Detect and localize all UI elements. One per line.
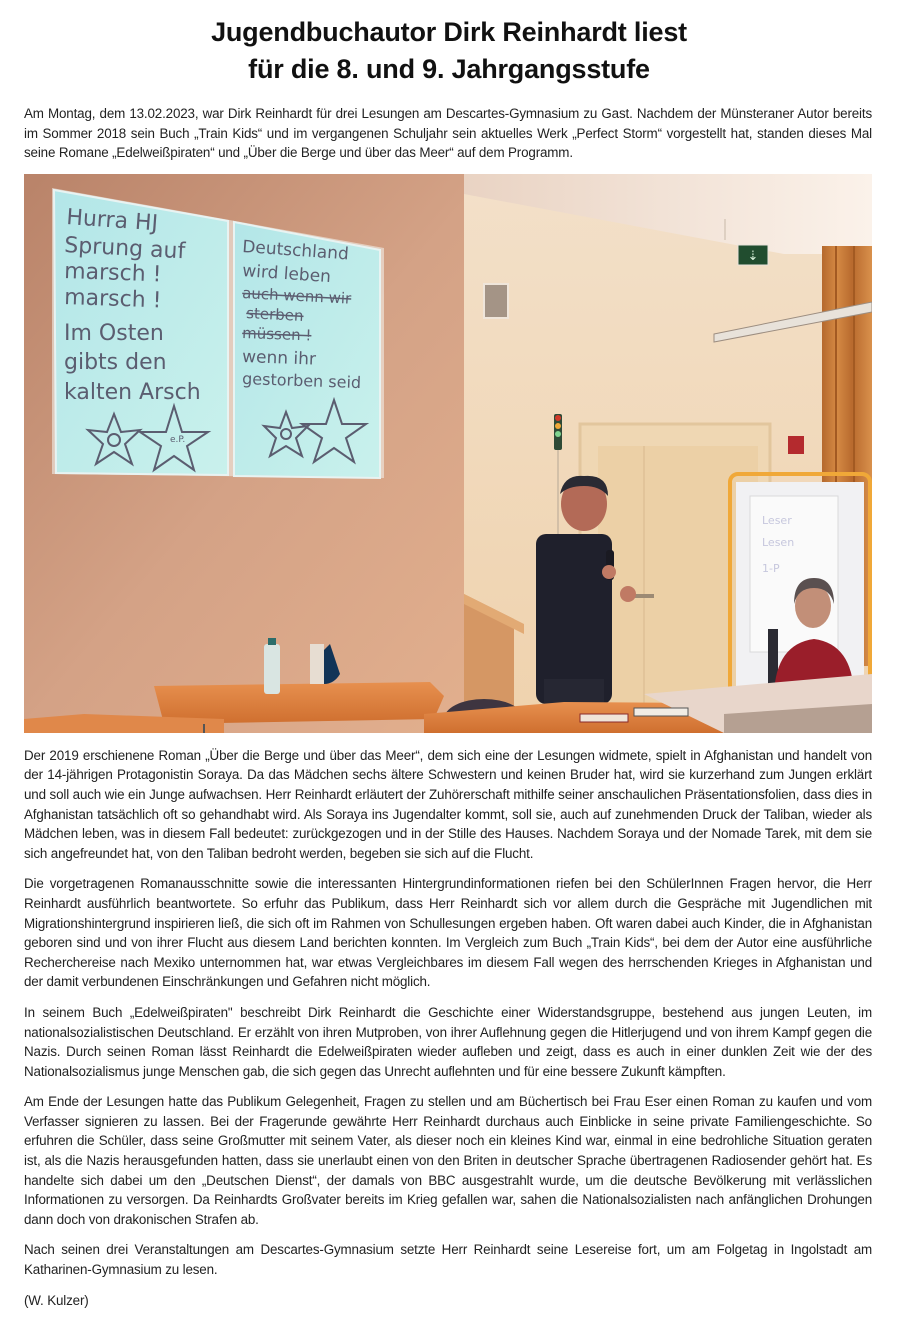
svg-text:1-P: 1-P: [762, 561, 780, 575]
book: [634, 708, 688, 716]
svg-text:wird leben: wird leben: [241, 260, 332, 287]
fire-extinguisher-sign: [788, 436, 804, 454]
svg-text:gestorben seid: gestorben seid: [241, 368, 362, 392]
author-signature: (W. Kulzer): [24, 1292, 89, 1308]
article-title: [0, 14, 898, 88]
body-paragraph: In seinem Buch „Edelweißpiraten" beschreibt Dirk Reinhardt die Geschichte einer Widerstandsgruppe, bestehend aus jungen Leuten, im nationalsozialistischen Deutschland. Er erzählt von ihren Mutproben, von ihrer Auflehnung gegen die Hitlerjugend und von ihrem Kampf gegen die Nazis. Durch seinen Roman lässt Reinhardt die Edelweißpiraten wieder aufleben und zeigt, dass es auch in einer dunklen Zeit wie der des Nationalsozialismus junge Menschen gab, die sich gegen das Unrecht auflehnten und für eine bessere Zukunft kämpften.: [24, 1004, 872, 1079]
article-title-line-1: Jugendbuchautor Dirk Reinhardt liest: [211, 17, 687, 47]
body-paragraph: Die vorgetragenen Romanausschnitte sowie die interessanten Hintergrundinformationen riefen bei den SchülerInnen Fragen hervor, die Herr Reinhardt ausführlich beantwortete. So erfuhr das Publikum, dass Herr Reinhardt sich vor allem durch die Gespräche mit Jugendlichen mit Migrationshintergrund inspirieren ließ, die sich oft im Rahmen von Schullesungen ergeben haben. Oft waren dabei auch Kinder, die in Afghanistan geboren sind und von ihrer Flucht aus diesem Land berichten konnten. Im Vergleich zum Buch „Train Kids“, bei dem der Autor eine ausführliche Recherchereise nach Mexiko unternommen hat, war etwas Vergleichbares im diesem Fall wegen des herrschenden Krieges in Afghanistan und der damit verbundenen Einschränkungen und Gefahren nicht möglich.: [24, 876, 872, 990]
svg-text:⇣: ⇣: [747, 248, 759, 264]
svg-text:Deutschland: Deutschland: [241, 236, 350, 265]
wall-vent: [484, 284, 508, 318]
svg-text:Lesen: Lesen: [762, 535, 795, 549]
body-paragraph: Nach seinen drei Veranstaltungen am Descartes-Gymnasium setzte Herr Reinhardt seine Lesereise fort, um am Folgetag in Ingolstadt am Katharinen-Gymnasium zu lesen.: [24, 1242, 872, 1278]
body-paragraph: Der 2019 erschienene Roman „Über die Berge und über das Meer“, dem sich eine der Lesungen widmete, spielt in Afghanistan und handelt von der 14-jährigen Protagonistin Soraya. Da das Mädchen sechs ältere Schwestern und keinen Bruder hat, wird sie kurzerhand zum Jungen erklärt und soll auch wie ein Junge aufwachsen. Herr Reinhardt erläutert der Zuhörerschaft mithilfe seiner anschaulichen Präsentationsfolien, dass dies in Afghanistan tatsächlich oft so gehandhabt wird. Als Soraya ins Jugendalter kommt, soll sie, auch auf zunehmenden Druck der Taliban, wieder als Mädchen leben, was in diesem Fall bedeutet: zurückgezogen und in der Stille des Hauses. Nachdem Soraya und der Nomade Tarek, mit dem sie sich angefreundet hat, von den Taliban bedroht werden, begeben sie sich auf die Flucht.: [24, 747, 872, 861]
article-body: [24, 104, 872, 1321]
svg-text:marsch !: marsch !: [63, 258, 162, 288]
table-left: [154, 682, 444, 724]
svg-text:gibts den: gibts den: [64, 349, 167, 375]
svg-text:Im Osten: Im Osten: [64, 320, 164, 346]
svg-text:auch wenn wir: auch wenn wir: [241, 283, 352, 308]
book: [580, 714, 628, 722]
svg-text:müssen !: müssen !: [241, 323, 312, 345]
svg-text:kalten Arsch: kalten Arsch: [64, 379, 201, 405]
svg-text:Hurra HJ: Hurra HJ: [65, 204, 159, 237]
svg-text:Sprung auf: Sprung auf: [63, 232, 186, 265]
intro-paragraph: Am Montag, dem 13.02.2023, war Dirk Reinhardt für drei Lesungen am Descartes-Gymnasium zu Gast. Nachdem der Münsteraner Autor bereits im Sommer 2018 sein Buch „Train Kids“ und im vergangenen Schuljahr sein aktuelles Werk „Perfect Storm“ vorgestellt hat, standen dieses Mal seine Romane „Edelweißpiraten“ und „Über die Berge und über das Meer“ auf dem Programm.: [24, 106, 872, 161]
event-photo-illustration: [24, 174, 872, 733]
slide-star-label: e.P.: [170, 434, 186, 445]
svg-text:sterben: sterben: [245, 303, 305, 325]
svg-text:marsch !: marsch !: [63, 284, 162, 314]
svg-text:Leser: Leser: [762, 513, 792, 527]
water-bottle: [264, 644, 280, 694]
body-paragraph: Am Ende der Lesungen hatte das Publikum Gelegenheit, Fragen zu stellen und am Büchertisch bei Frau Eser einen Roman zu kaufen und vom Verfasser signieren zu lassen. Bei der Fragerunde gewährte Herr Reinhardt durchaus auch Einblicke in seine private Familiengeschichte. So erfuhren die Schüler, dass seine Großmutter mit seinem Vater, als dieser noch ein kleines Kind war, einmal in eine bedrohliche Situation geraten ist, als die Nazis herausgefunden hatten, dass sie unerlaubt einen von den Briten in deutscher Sprache übertragenen Radiosender gehört hat. Es handelte sich dabei um den „Deutschen Dienst“, der damals von BBC ausgestrahlt wurde, um die deutsche Bevölkerung mit verlässlichen Informationen zu versorgen. Da Reinhardts Großvater bereits im Krieg gefallen war, sahen die Nationalsozialisten nach anfänglichen Drohungen dann doch von drakonischen Strafen ab.: [24, 1094, 872, 1227]
svg-text:wenn ihr: wenn ihr: [241, 346, 317, 370]
event-photo: [24, 174, 872, 733]
article-title-line-2: für die 8. und 9. Jahrgangsstufe: [248, 54, 650, 84]
